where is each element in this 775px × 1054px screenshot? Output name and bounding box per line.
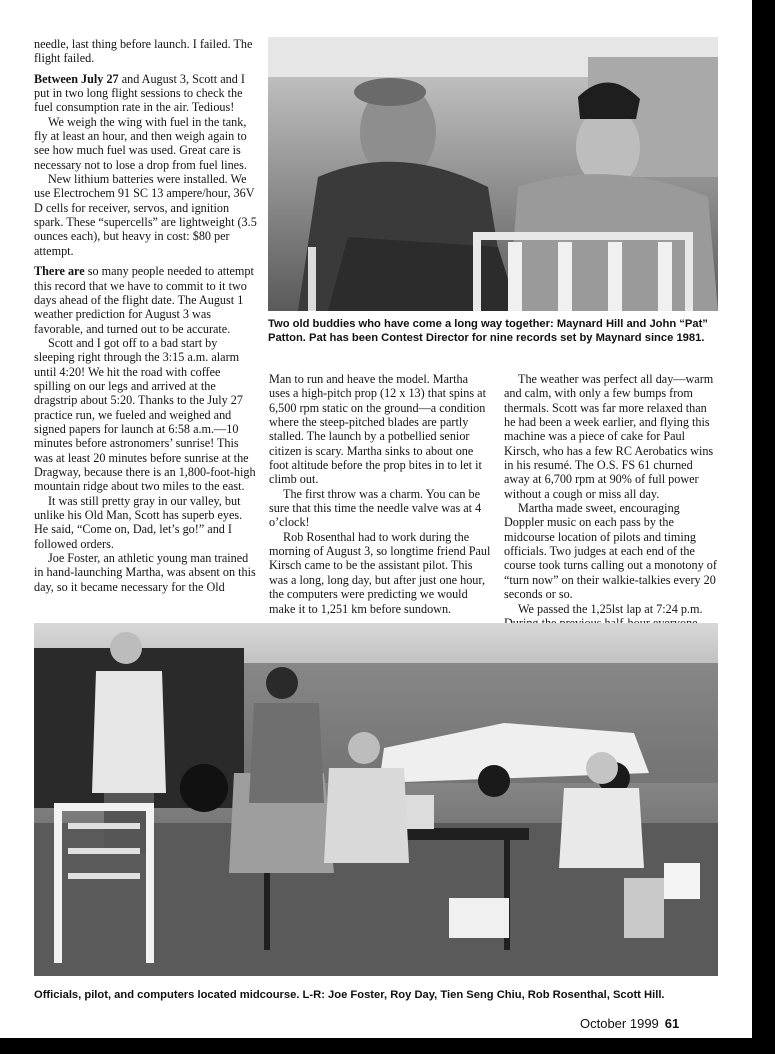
paragraph: needle, last thing before launch. I failed. The flight failed. [34, 37, 253, 66]
paragraph: Martha made sweet, encouraging Doppler music on each pass by the midcourse location of pilots and timing officials. Two judges at each end of the course took turns calling out a monotony of “turn now” on their walkie-talkies every 20 seconds or so. [504, 501, 717, 602]
paragraph: Joe Foster, an athletic young man trained in hand-launching Martha, was absent on this day, so it became necessary for the Old [34, 551, 256, 594]
paragraph: The weather was perfect all day—warm and calm, with only a few bumps from thermals. Scott was far more relaxed than he had been a week earlier, and flying this machine was a piece of cake for Paul Kirsch, who has a few RC Aerobatics wins in his resumé. The O.S. FS 61 churned away at 6,700 rpm at 90% of full power without a cough or miss all day. [504, 372, 714, 501]
paragraph: New lithium batteries were installed. We use Electrochem 91 SC 13 ampere/hour, 36V D cells for receiver, servos, and ignition spark. These “supercells” are lightweight (3.5 ounces each), but heavy in cost: $80 per attempt. [34, 172, 257, 258]
photo-officials-midcourse [34, 623, 718, 976]
photo-placeholder-graphic [34, 623, 718, 976]
issue-date: October 1999 [580, 1016, 659, 1031]
paragraph-body: so many people needed to attempt this record that we have to commit to it two days ahead of the flight date. The August 1 weather prediction for August 3 was favorable, and turned out to be accurate. [34, 264, 254, 336]
photo-placeholder-graphic [268, 37, 718, 311]
paragraph [34, 264, 258, 336]
photo-caption-bottom: Officials, pilot, and computers located midcourse. L-R: Joe Foster, Roy Day, Tien Seng Chiu, Rob Rosenthal, Scott Hill. [34, 989, 665, 1001]
paragraph [34, 72, 258, 115]
scan-border-right [752, 0, 775, 1054]
paragraph: Scott and I got off to a bad start by sleeping right through the 3:15 a.m. alarm until 4:20! We hit the road with coffee spilling on our legs and arrived at the dragstrip about 5:20. Thanks to the July 27 practice run, we fueled and weighed and signed papers for launch at 6:58 a.m.—10 minutes before astronomers’ sunrise! This was at least 20 minutes before sunrise at the Dragway, because there is an 1,800-foot-high mountain ridge about two miles to the east. [34, 335, 256, 494]
paragraph: Man to run and heave the model. Martha uses a high-pitch prop (12 x 13) that spins at 6,500 rpm static on the ground—a condition where the steep-pitched blades are partly stalled. The launch by a potbellied senior citizen is scary. Martha sinks to about one foot altitude before the prop bites in to let it climb out. [269, 372, 486, 487]
paragraph: The first throw was a charm. You can be sure that this time the needle valve was at 4 o’clock! [269, 486, 482, 530]
article-column-3 [504, 372, 718, 630]
paragraph-body: and August 3, Scott and I put in two long flight sessions to check the fuel consumption rate in the air. Tedious! [34, 71, 245, 115]
photo-caption-top: Two old buddies who have come a long way together: Maynard Hill and John “Pat” Patton. Pat has been Contest Director for nine records set by Maynard since 1981. [268, 318, 708, 344]
scan-border-bottom [0, 1038, 775, 1054]
article-column-2 [269, 372, 491, 616]
paragraph: Rob Rosenthal had to work during the morning of August 3, so longtime friend Paul Kirsch came to be the assistant pilot. This was a long, long day, but after just one hour, the computers were predicting we would make it to 1,251 km before sundown. [269, 529, 491, 616]
article-column-1 [34, 37, 258, 594]
page-footer [580, 1016, 679, 1031]
paragraph: We weigh the wing with fuel in the tank, fly at least an hour, and then weigh again to see how much fuel was used. Great care is necessary not to lose a drop from fuel lines. [34, 114, 247, 172]
page-number: 61 [664, 1016, 680, 1031]
paragraph: It was still pretty gray in our valley, but unlike his Old Man, Scott has superb eyes. He said, “Come on, Dad, let’s go!” and I followed orders. [34, 493, 243, 551]
paragraph-lead-in: Between July 27 [34, 71, 119, 86]
paragraph-lead-in: There are [34, 264, 85, 279]
photo-maynard-hill-and-pat-patton [268, 37, 718, 311]
paragraph: We passed the 1,25lst lap at 7:24 p.m. [518, 601, 703, 616]
